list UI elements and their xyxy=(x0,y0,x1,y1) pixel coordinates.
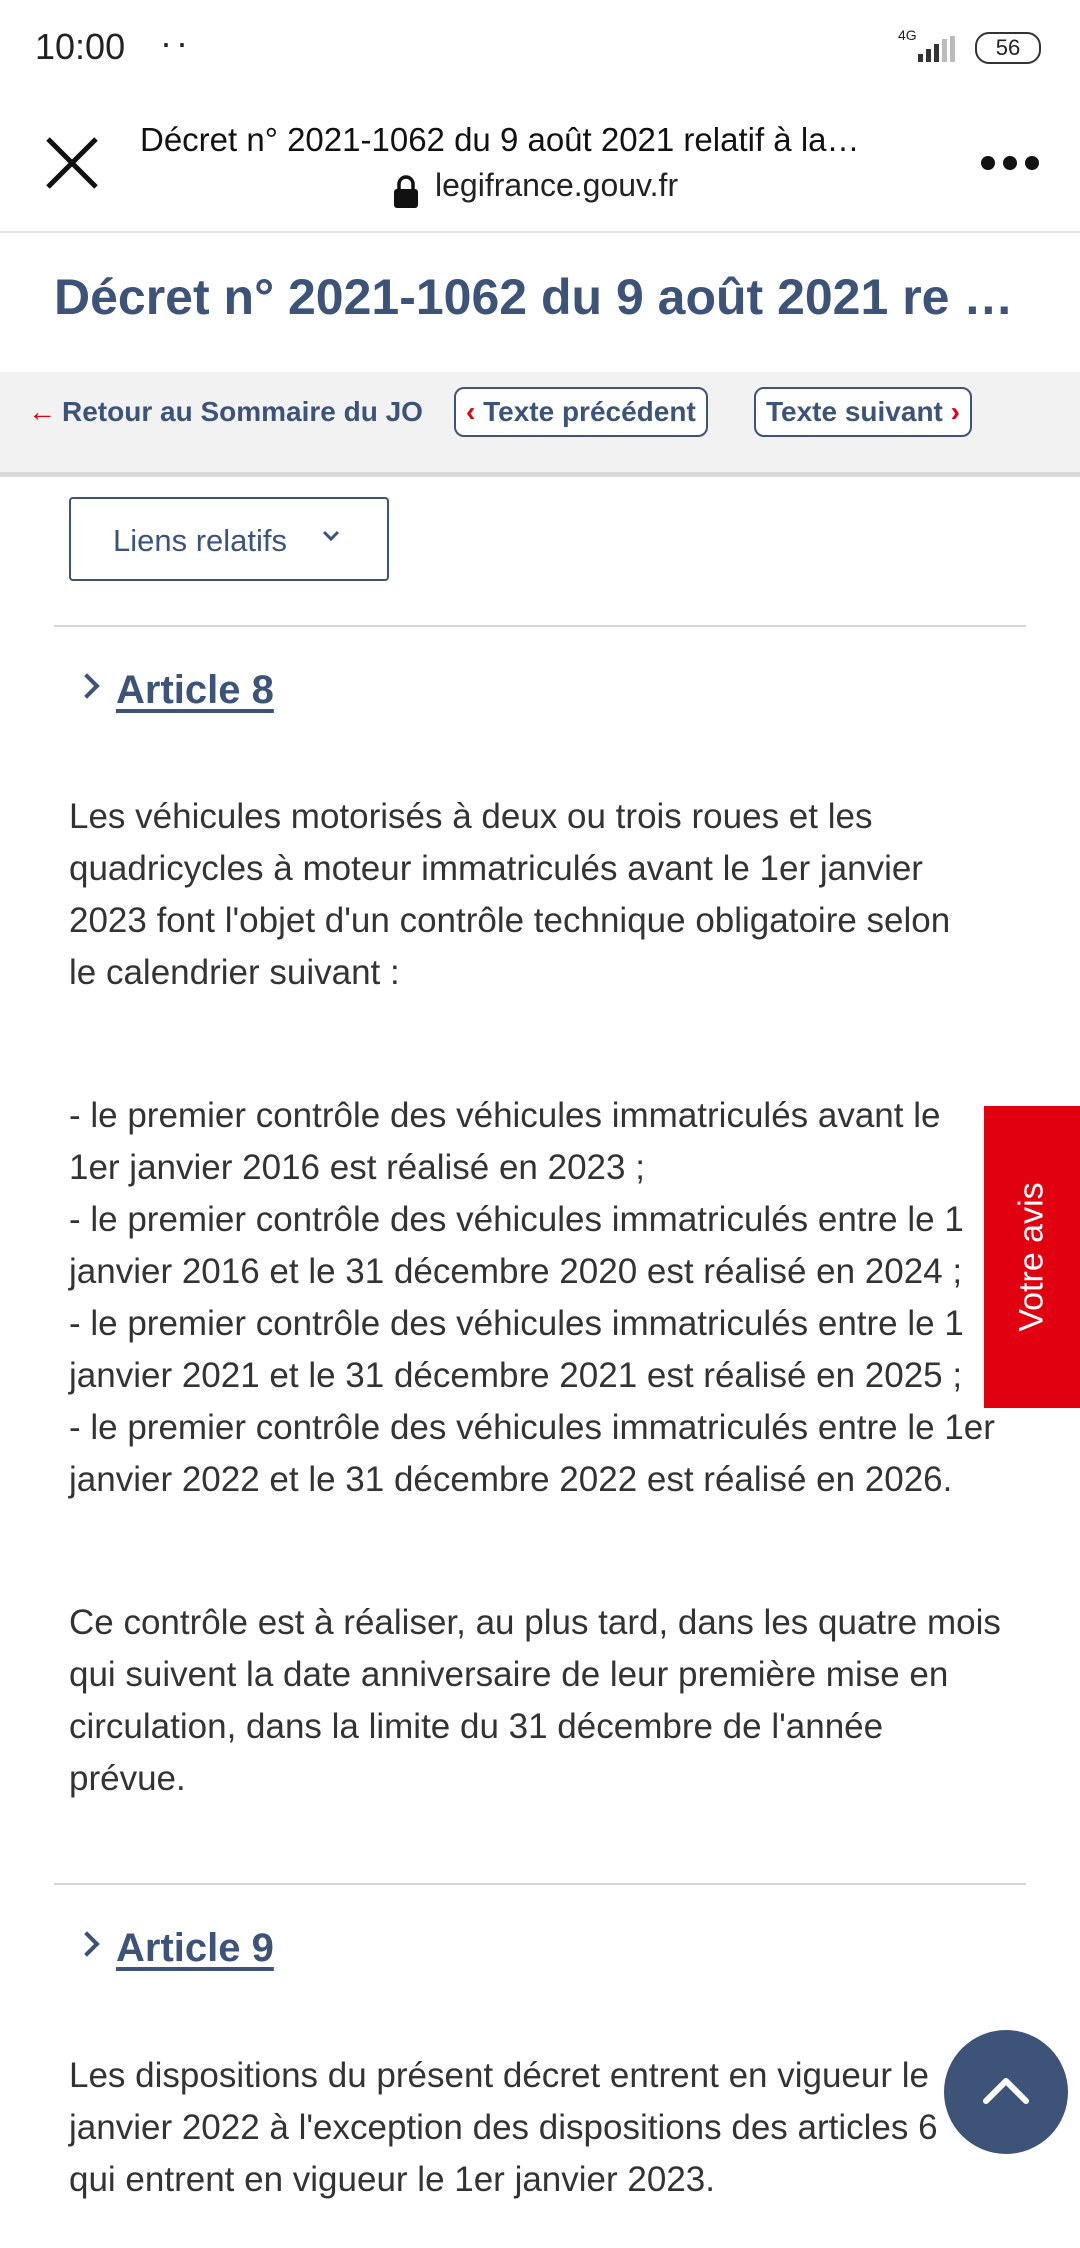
signal-icon xyxy=(918,36,960,62)
back-to-top-button[interactable] xyxy=(944,2030,1068,2154)
article-heading-label: Article 9 xyxy=(116,1926,274,1970)
chevron-right-icon xyxy=(74,1931,99,1956)
battery-icon xyxy=(975,32,1041,64)
article-paragraph: Ce contrôle est à réaliser, au plus tard, dans les quatre mois qui suivent la date anniversaire de leur première mise en circulation, dans la limite du 31 décembre de l'année prévue. xyxy=(69,1603,1001,1798)
article-paragraph: - le premier contrôle des véhicules immatriculés avant le 1er janvier 2016 est réalisé en 2023 ; - le premier contrôle des véhicules immatriculés entre le 1 janvier 2016 et le 31 décembre 2020 est réalisé en 2024 ; - le premier contrôle des véhicules immatriculés entre le 1 janvier 2021 et le 31 décembre 2021 est réalisé en 2025 ; - le premier contrôle des véhicules immatriculés entre le 1er janvier 2022 et le 31 décembre 2022 est réalisé en 2026. xyxy=(69,1096,995,1499)
network-type: 4G xyxy=(898,27,917,43)
divider xyxy=(54,1883,1026,1885)
previous-text-button[interactable] xyxy=(454,387,708,437)
arrow-left-icon: ← xyxy=(28,396,56,427)
article-heading-label: Article 8 xyxy=(116,668,274,712)
previous-text-label: Texte précédent xyxy=(483,396,696,427)
browser-url[interactable]: legifrance.gouv.fr xyxy=(435,167,679,203)
battery-level: 56 xyxy=(995,35,1021,60)
back-to-summary-label: Retour au Sommaire du JO xyxy=(62,396,423,427)
related-links-dropdown[interactable] xyxy=(69,497,389,581)
browser-toolbar xyxy=(0,95,1080,233)
chevron-down-icon xyxy=(321,529,341,543)
close-icon[interactable] xyxy=(44,135,100,191)
status-bar xyxy=(0,0,1080,95)
chevron-right-icon xyxy=(74,673,99,698)
feedback-label: Votre avis xyxy=(1012,1182,1051,1332)
next-text-button[interactable] xyxy=(754,387,972,437)
chevron-left-icon: ‹ xyxy=(466,396,484,427)
related-links-label: Liens relatifs xyxy=(113,523,288,558)
next-text-label: Texte suivant xyxy=(766,396,943,427)
back-to-summary-link[interactable] xyxy=(28,396,423,428)
article-paragraph: Les dispositions du présent décret entrent en vigueur le janvier 2022 à l'exception des dispositions des articles 6 qui entrent en vigueur le 1er janvier 2023. xyxy=(69,2056,938,2199)
article-heading[interactable] xyxy=(78,668,274,713)
notification-dots: ·· xyxy=(160,22,192,63)
divider xyxy=(54,625,1026,627)
text-navigation-bar xyxy=(0,372,1080,477)
feedback-tab[interactable] xyxy=(984,1106,1080,1408)
lock-icon xyxy=(393,175,419,209)
chevron-up-icon xyxy=(981,2072,1031,2106)
status-time: 10:00 xyxy=(35,26,126,67)
more-options-icon[interactable] xyxy=(980,155,1040,171)
article-heading[interactable] xyxy=(78,1926,274,1971)
browser-page-title: Décret n° 2021-1062 du 9 août 2021 relatif à la… xyxy=(140,121,860,158)
chevron-right-icon: › xyxy=(942,396,960,427)
article-paragraph: Les véhicules motorisés à deux ou trois roues et les quadricycles à moteur immatriculés avant le 1er janvier 2023 font l'objet d'un contrôle technique obligatoire selon le calendrier suivant : xyxy=(69,797,951,992)
page-title: Décret n° 2021-1062 du 9 août 2021 re … xyxy=(54,269,1014,325)
